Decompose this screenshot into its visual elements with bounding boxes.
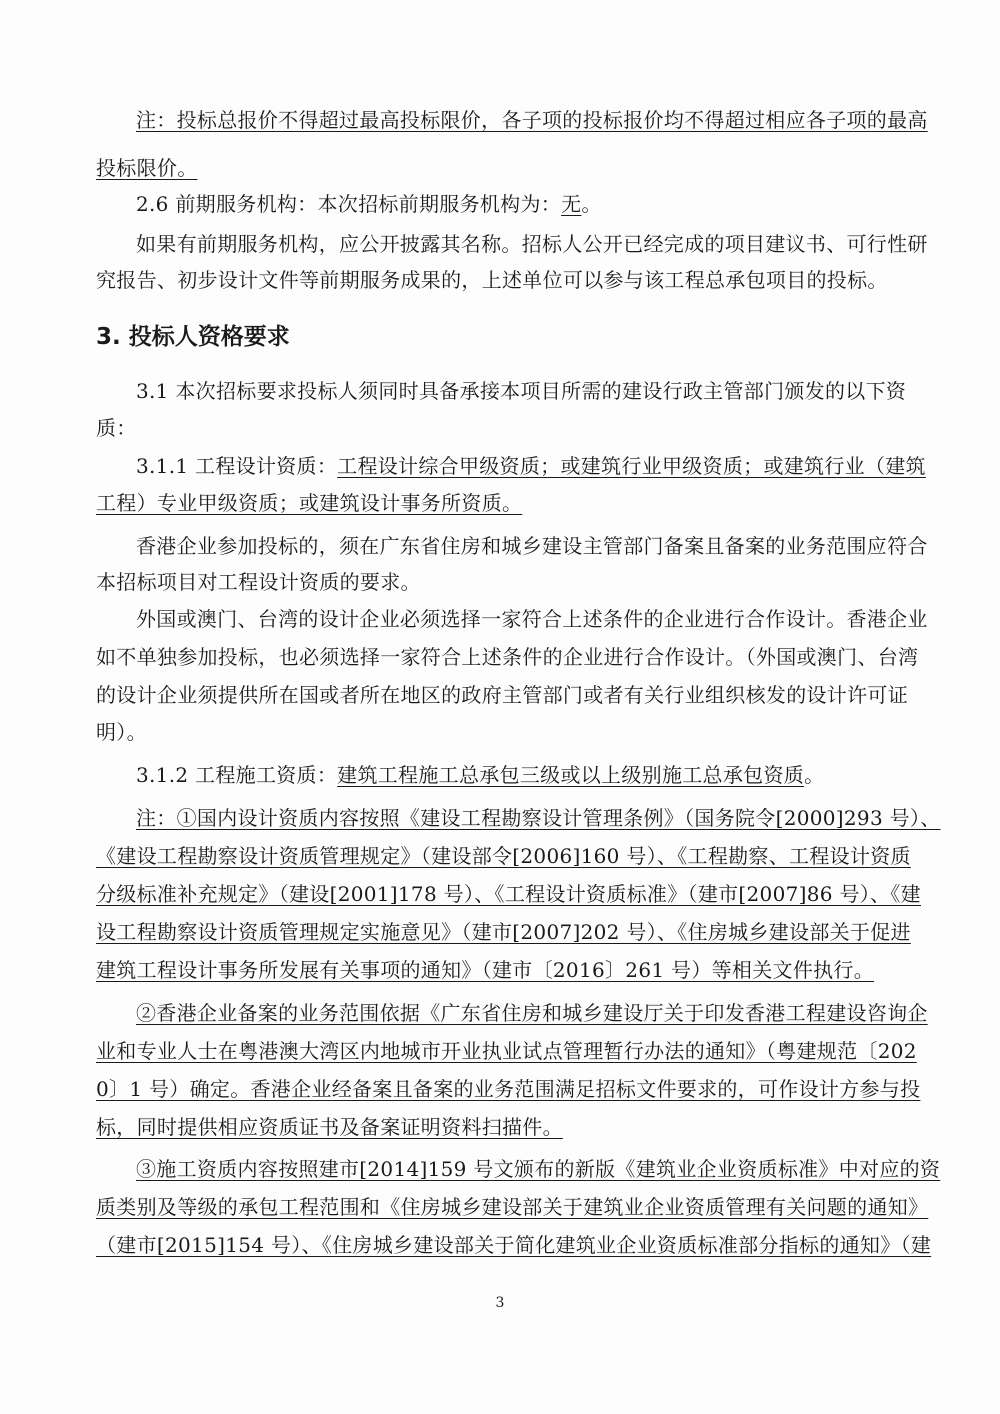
note-2-line: ②香港企业备案的业务范围依据《广东省住房和城乡建设厅关于印发香港工程建设咨询企 xyxy=(136,1001,928,1025)
note-1-line: 分级标准补充规定》（建设[2001]178 号）、《工程设计资质标准》（建市[2007]86 号）、《建 xyxy=(96,882,921,906)
note-line-2: 投标限价。 xyxy=(96,156,198,180)
paragraph-line: 本招标项目对工程设计资质的要求。 xyxy=(96,570,421,594)
design-qualification-value-cont: 工程）专业甲级资质；或建筑设计事务所资质。 xyxy=(96,491,523,515)
design-qualification-line xyxy=(136,452,926,480)
note-1-line: 《建设工程勘察设计资质管理规定》（建设部令[2006]160 号）、《工程勘察、工程设计资质 xyxy=(96,844,911,868)
paragraph-line: 3.1 本次招标要求投标人须同时具备承接本项目所需的建设行政主管部门颁发的以下资 xyxy=(136,379,907,403)
note-2-line: 标，同时提供相应资质证书及备案证明资料扫描件。 xyxy=(96,1115,563,1139)
preliminary-service-suffix: 。 xyxy=(581,192,602,216)
paragraph-line: 香港企业参加投标的，须在广东省住房和城乡建设主管部门备案且备案的业务范围应符合 xyxy=(136,534,928,558)
note-3-line: ③施工资质内容按照建市[2014]159 号文颁布的新版《建筑业企业资质标准》中对应的资 xyxy=(136,1157,941,1181)
note-1-line: 注：①国内设计资质内容按照《建设工程勘察设计管理条例》（国务院令[2000]293 号）、 xyxy=(136,806,941,830)
note-3-line: 质类别及等级的承包工程范围和《住房城乡建设部关于建筑业企业资质管理有关问题的通知》 xyxy=(96,1195,929,1219)
note-3-line: （建市[2015]154 号）、《住房城乡建设部关于简化建筑业企业资质标准部分指标的通知》（建 xyxy=(96,1233,932,1257)
construction-qualification-suffix: 。 xyxy=(804,763,825,787)
paragraph-line: 的设计企业须提供所在国或者所在地区的政府主管部门或者有关行业组织核发的设计许可证 xyxy=(96,683,908,707)
preliminary-service-value: 无 xyxy=(561,192,582,216)
construction-qualification-value: 建筑工程施工总承包三级或以上级别施工总承包资质 xyxy=(337,763,805,787)
note-2-line: 0〕1 号）确定。香港企业经备案且备案的业务范围满足招标文件要求的，可作设计方参与投 xyxy=(96,1077,921,1101)
paragraph-line: 明）。 xyxy=(96,720,147,744)
note-1-line: 设工程勘察设计资质管理规定实施意见》（建市[2007]202 号）、《住房城乡建设部关于促进 xyxy=(96,920,911,944)
paragraph-line: 如不单独参加投标，也必须选择一家符合上述条件的企业进行合作设计。（外国或澳门、台湾 xyxy=(96,645,919,669)
paragraph-line: 外国或澳门、台湾的设计企业必须选择一家符合上述条件的企业进行合作设计。香港企业 xyxy=(136,607,928,631)
paragraph-line: 究报告、初步设计文件等前期服务成果的，上述单位可以参与该工程总承包项目的投标。 xyxy=(96,268,888,292)
page-number: 3 xyxy=(495,1295,505,1311)
construction-qualification-line xyxy=(136,761,916,789)
construction-qualification-label: 3.1.2 工程施工资质： xyxy=(136,763,338,787)
note-line-1: 注：投标总报价不得超过最高投标限价，各子项的投标报价均不得超过相应各子项的最高 xyxy=(136,108,928,132)
note-2-line: 业和专业人士在粤港澳大湾区内地城市开业执业试点管理暂行办法的通知》（粤建规范〔202 xyxy=(96,1039,917,1063)
note-1-line: 建筑工程设计事务所发展有关事项的通知》（建市〔2016〕261 号）等相关文件执行。 xyxy=(96,958,875,982)
paragraph-line: 如果有前期服务机构，应公开披露其名称。招标人公开已经完成的项目建议书、可行性研 xyxy=(136,232,928,256)
section-heading-3: 3. 投标人资格要求 xyxy=(96,324,290,350)
preliminary-service-line xyxy=(136,190,916,218)
paragraph-line: 质： xyxy=(96,416,137,440)
design-qualification-label: 3.1.1 工程设计资质： xyxy=(136,454,338,478)
design-qualification-value: 工程设计综合甲级资质；或建筑行业甲级资质；或建筑行业（建筑 xyxy=(337,454,926,478)
preliminary-service-label: 2.6 前期服务机构：本次招标前期服务机构为： xyxy=(136,192,562,216)
